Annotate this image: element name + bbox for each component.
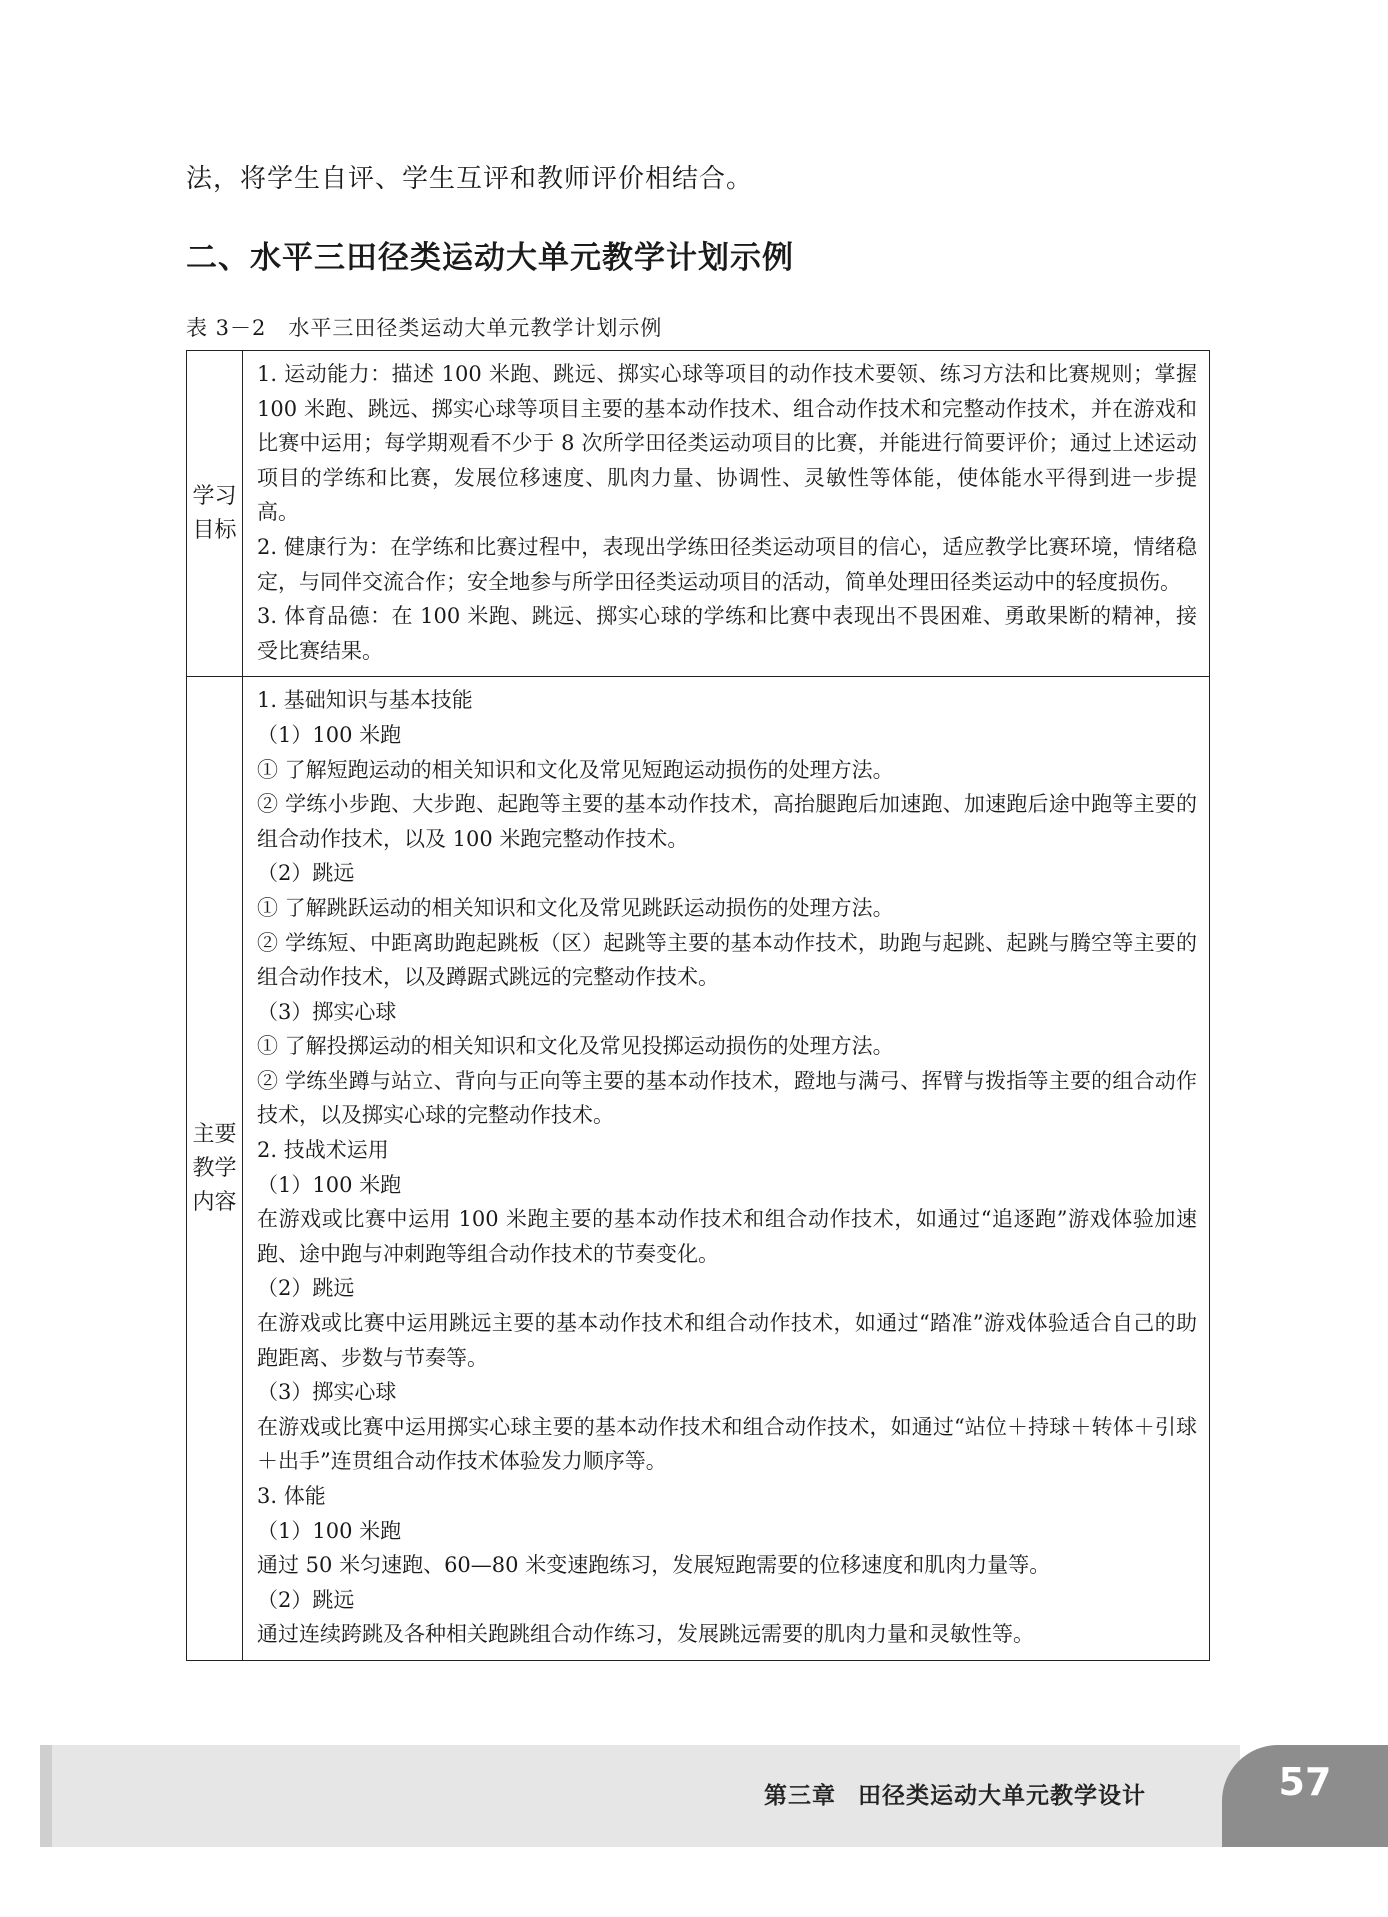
table-caption-number: 表 3－2 xyxy=(186,316,267,340)
row-content xyxy=(243,351,1210,677)
table-caption xyxy=(186,312,662,342)
content-paragraph: （3）掷实心球 xyxy=(257,999,397,1024)
content-paragraph: 2. 健康行为：在学练和比赛过程中，表现出学练田径类运动项目的信心，适应教学比赛环境，情绪稳定，与同伴交流合作；安全地参与所学田径类运动项目的活动，简单处理田径类运动中的轻度损伤。 xyxy=(257,534,1197,594)
row-label-text: 主要 xyxy=(192,1121,237,1147)
footer-title-text: 田径类运动大单元教学设计 xyxy=(858,1783,1146,1809)
content-paragraph: （1）100 米跑 xyxy=(257,722,402,747)
content-paragraph: 在游戏或比赛中运用跳远主要的基本动作技术和组合动作技术，如通过“踏准”游戏体验适合自己的助跑距离、步数与节奏等。 xyxy=(257,1311,1197,1370)
content-paragraph: ② 学练小步跑、大步跑、起跑等主要的基本动作技术，高抬腿跑后加速跑、加速跑后途中跑等主要的组合动作技术，以及 100 米跑完整动作技术。 xyxy=(257,792,1197,851)
table-row xyxy=(187,677,1210,1661)
row-label-text: 内容 xyxy=(192,1189,237,1215)
page-number: 57 xyxy=(1278,1760,1332,1804)
content-paragraph: 1. 基础知识与基本技能 xyxy=(257,688,473,713)
table-caption-title: 水平三田径类运动大单元教学计划示例 xyxy=(288,316,663,340)
section-heading: 二、水平三田径类运动大单元教学计划示例 xyxy=(186,240,794,276)
content-paragraph: （2）跳远 xyxy=(257,1276,355,1301)
content-paragraph: ① 了解投掷运动的相关知识和文化及常见投掷运动损伤的处理方法。 xyxy=(257,1034,894,1059)
content-paragraph: ② 学练坐蹲与站立、背向与正向等主要的基本动作技术，蹬地与满弓、挥臂与拨指等主要的组合动作技术，以及掷实心球的完整动作技术。 xyxy=(257,1068,1197,1128)
content-paragraph: （1）100 米跑 xyxy=(257,1518,402,1543)
table-row xyxy=(187,351,1210,677)
content-paragraph: （2）跳远 xyxy=(257,861,355,886)
row-label xyxy=(187,351,243,677)
footer-chapter: 第三章 xyxy=(764,1783,836,1809)
row-label-text: 目标 xyxy=(192,517,237,543)
content-paragraph: 在游戏或比赛中运用掷实心球主要的基本动作技术和组合动作技术，如通过“站位＋持球＋转体＋引球＋出手”连贯组合动作技术体验发力顺序等。 xyxy=(257,1414,1197,1474)
content-paragraph: 通过 50 米匀速跑、60—80 米变速跑练习，发展短跑需要的位移速度和肌肉力量等。 xyxy=(257,1553,1051,1578)
teaching-plan-table xyxy=(186,350,1210,1661)
content-paragraph: 3. 体能 xyxy=(257,1484,326,1508)
content-paragraph: 2. 技战术运用 xyxy=(257,1138,389,1163)
footer-chapter-title xyxy=(764,1777,1146,1810)
content-paragraph: ② 学练短、中距离助跑起跳板（区）起跳等主要的基本动作技术，助跑与起跳、起跳与腾空等主要的组合动作技术，以及蹲踞式跳远的完整动作技术。 xyxy=(257,930,1197,990)
content-paragraph: （3）掷实心球 xyxy=(257,1380,397,1405)
content-paragraph: 1. 运动能力：描述 100 米跑、跳远、掷实心球等项目的动作技术要领、练习方法和比赛规则；掌握 100 米跑、跳远、掷实心球等项目主要的基本动作技术、组合动作技术和完整动作技术，并在游戏和比赛中运用；每学期观看不少于 8 次所学田径类运动项目的比赛，并能进行简要评价；通过上述运动项目的学练和比赛，发展位移速度、肌肉力量、协调性、灵敏性等体能，使体能水平得到进一步提高。 xyxy=(257,362,1197,525)
content-paragraph: 3. 体育品德：在 100 米跑、跳远、掷实心球的学练和比赛中表现出不畏困难、勇敢果断的精神，接受比赛结果。 xyxy=(257,604,1197,663)
teaching-plan-body xyxy=(187,351,1210,1661)
row-label xyxy=(187,677,243,1661)
row-label-text: 学习 xyxy=(192,483,237,509)
content-paragraph: （1）100 米跑 xyxy=(257,1172,402,1197)
content-paragraph: （2）跳远 xyxy=(257,1587,355,1612)
content-paragraph: ① 了解跳跃运动的相关知识和文化及常见跳跃运动损伤的处理方法。 xyxy=(257,895,894,920)
footer-stripe xyxy=(40,1745,52,1847)
content-paragraph: ① 了解短跑运动的相关知识和文化及常见短跑运动损伤的处理方法。 xyxy=(257,757,894,782)
intro-line: 法，将学生自评、学生互评和教师评价相结合。 xyxy=(186,164,754,194)
row-content xyxy=(243,677,1210,1661)
content-paragraph: 在游戏或比赛中运用 100 米跑主要的基本动作技术和组合动作技术，如通过“追逐跑”游戏体验加速跑、途中跑与冲刺跑等组合动作技术的节奏变化。 xyxy=(257,1207,1197,1266)
row-label-text: 教学 xyxy=(192,1155,237,1181)
content-paragraph: 通过连续跨跳及各种相关跑跳组合动作练习，发展跳远需要的肌肉力量和灵敏性等。 xyxy=(257,1622,1034,1647)
